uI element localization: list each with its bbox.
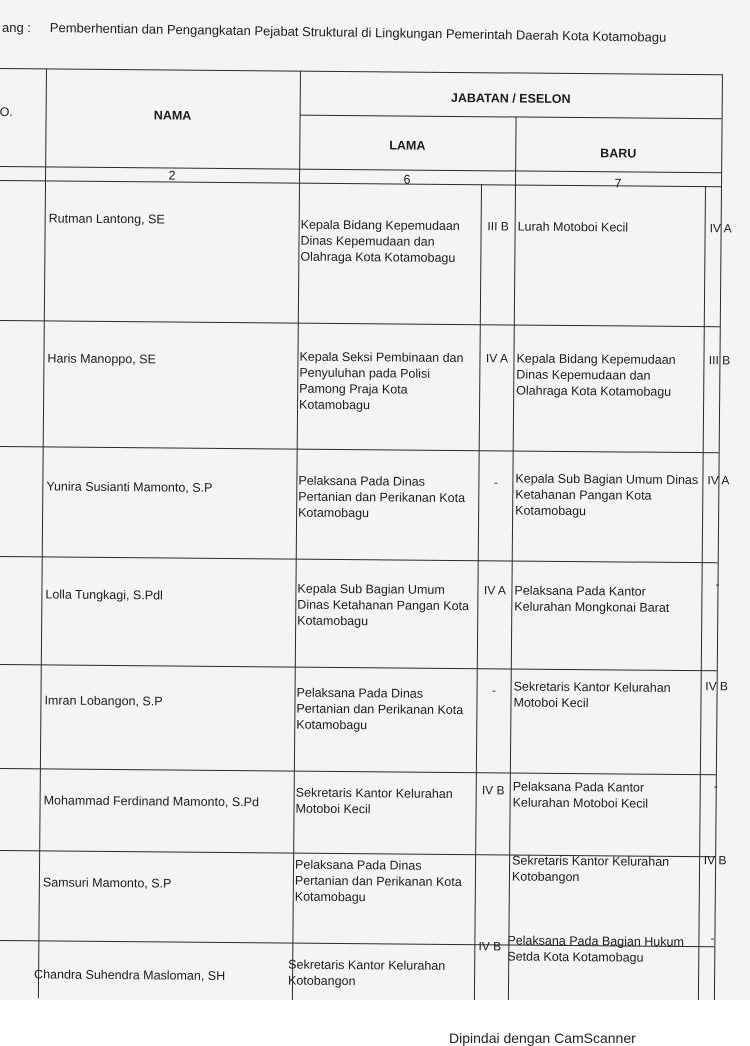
column-number-baru: 7 <box>614 176 622 191</box>
column-number-lama: 6 <box>403 172 411 187</box>
row-6-eselon-lama: IV B <box>481 783 505 798</box>
row-8-jabatan-baru: Pelaksana Pada Bagian Hukum Setda Kota Kotamobagu <box>507 933 684 965</box>
perihal-label: ang : <box>2 20 31 35</box>
column-number-nama: 2 <box>168 168 176 183</box>
row-4-jabatan-lama: Kepala Sub Bagian Umum Dinas Ketahanan Pangan Kota Kotamobagu <box>297 581 470 629</box>
row-8-nama: Chandra Suhendra Masloman, SH <box>34 967 226 983</box>
row-1-jabatan-lama: Kepala Bidang Kepemudaan Dinas Kepemudaan dan Olahraga Kota Kotamobagu <box>300 217 460 265</box>
row-2-jabatan-baru: Kepala Bidang Kepemudaan Dinas Kepemudaan dan Olahraga Kota Kotamobagu <box>516 351 676 399</box>
row-4-eselon-baru: - <box>715 577 720 592</box>
row-3-eselon-baru: IV A <box>707 473 730 488</box>
row-3-jabatan-baru: Kepala Sub Bagian Umum Dinas Ketahanan Pangan Kota Kotamobagu <box>515 471 699 519</box>
row-7-nama: Samsuri Mamonto, S.P <box>42 875 172 891</box>
row-1-nama: Rutman Lantong, SE <box>48 211 165 227</box>
row-3-eselon-lama: - <box>493 475 498 490</box>
row-4-eselon-lama: IV A <box>483 583 507 598</box>
row-6-nama: Mohammad Ferdinand Mamonto, S.Pd <box>43 793 260 810</box>
row-1-jabatan-baru: Lurah Motoboi Kecil <box>517 219 629 235</box>
row-2-nama: Haris Manoppo, SE <box>47 351 156 367</box>
row-6-jabatan-baru: Pelaksana Pada Kantor Kelurahan Motoboi Kecil <box>512 779 649 811</box>
header-baru: BARU <box>600 146 637 161</box>
row-5-jabatan-lama: Pelaksana Pada Dinas Pertanian dan Perikanan Kota Kotamobagu <box>296 685 464 733</box>
row-2-eselon-lama: IV A <box>485 351 509 366</box>
header-lama: LAMA <box>389 138 426 153</box>
row-8-eselon-baru: - <box>710 931 715 946</box>
row-6-jabatan-lama: Sekretaris Kantor Kelurahan Motoboi Kecil <box>295 785 453 817</box>
row-6-eselon-baru: - <box>713 779 718 794</box>
row-7-eselon-baru: IV B <box>703 853 727 868</box>
row-2-jabatan-lama: Kepala Seksi Pembinaan dan Penyuluhan pada Polisi Pamong Praja Kota Kotamobagu <box>299 349 464 413</box>
header-no: O. <box>0 104 13 120</box>
row-5-eselon-lama: - <box>492 683 497 698</box>
scanner-watermark-text: Dipindai dengan CamScanner <box>449 1030 636 1046</box>
row-4-nama: Lolla Tungkagi, S.Pdl <box>45 587 163 603</box>
row-1-eselon-lama: III B <box>487 219 509 234</box>
header-jabatan: JABATAN / ESELON <box>450 90 571 106</box>
row-7-jabatan-lama: Pelaksana Pada Dinas Pertanian dan Perikanan Kota Kotamobagu <box>294 857 462 905</box>
scanner-footer-bar <box>0 1000 750 1046</box>
row-8-eselon-lama: IV B <box>478 939 502 954</box>
jabatan-table <box>0 68 750 1000</box>
row-5-nama: Imran Lobangon, S.P <box>44 693 163 709</box>
perihal-text: Pemberhentian dan Pengangkatan Pejabat Struktural di Lingkungan Pemerintah Daerah Kota Kotamobagu <box>49 20 667 45</box>
row-3-nama: Yunira Susianti Mamonto, S.P <box>46 479 213 495</box>
row-2-eselon-baru: III B <box>708 353 731 368</box>
row-5-eselon-baru: IV B <box>705 679 729 694</box>
row-5-jabatan-baru: Sekretaris Kantor Kelurahan Motoboi Kecil <box>513 679 671 711</box>
row-4-jabatan-baru: Pelaksana Pada Kantor Kelurahan Mongkonai Barat <box>514 583 670 615</box>
row-7-jabatan-baru: Sekretaris Kantor Kelurahan Kotobangon <box>511 853 670 885</box>
header-nama: NAMA <box>153 108 192 123</box>
row-3-jabatan-lama: Pelaksana Pada Dinas Pertanian dan Perikanan Kota Kotamobagu <box>298 473 466 521</box>
row-8-jabatan-lama: Sekretaris Kantor Kelurahan Kotobangon <box>287 957 446 989</box>
row-1-eselon-baru: IV A <box>709 221 732 236</box>
